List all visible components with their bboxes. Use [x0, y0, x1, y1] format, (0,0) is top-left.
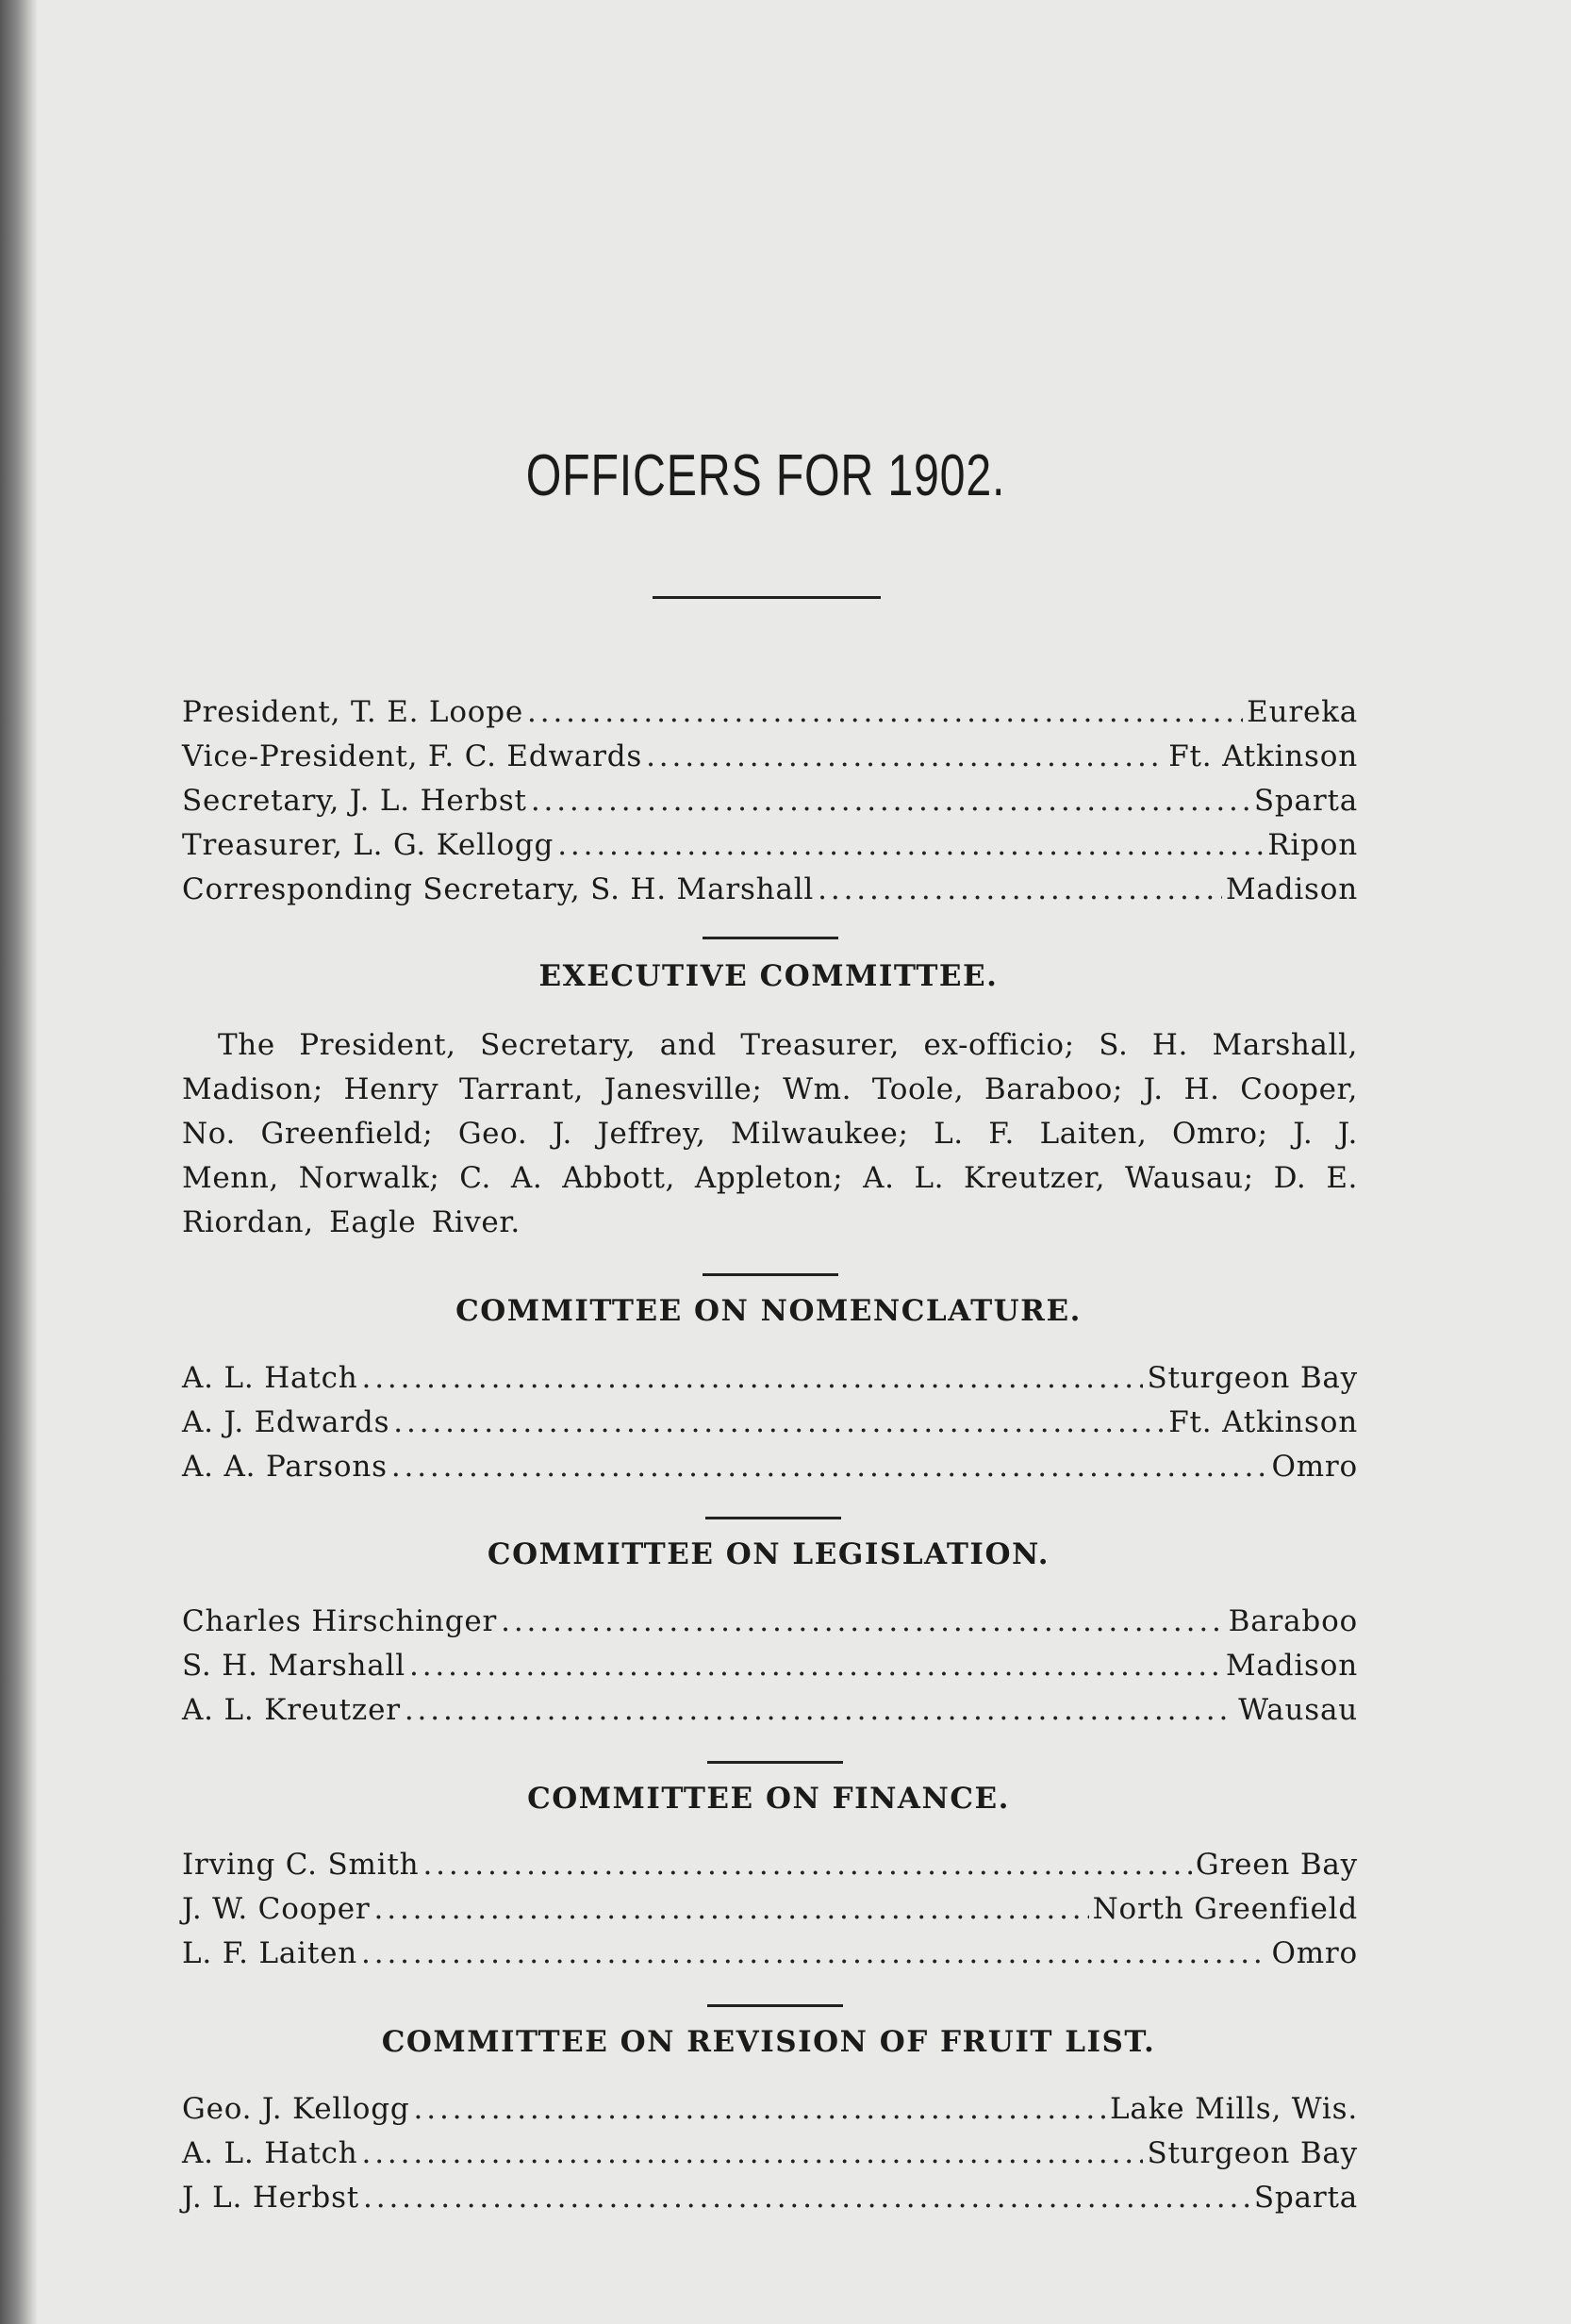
member-row [182, 2176, 1358, 2220]
officer-row [182, 779, 1358, 823]
leader-dots [405, 1688, 1234, 1733]
member-name: A. A. Parsons [182, 1450, 388, 1484]
leader-dots [409, 1644, 1222, 1688]
leader-dots [391, 1445, 1268, 1489]
leader-dots [527, 690, 1243, 735]
executive-committee-heading: EXECUTIVE COMMITTEE. [538, 959, 999, 993]
officers-list [182, 690, 1358, 912]
member-location: Omro [1271, 1450, 1358, 1484]
leader-dots [501, 1600, 1225, 1644]
member-row [182, 1445, 1358, 1489]
member-row [182, 1644, 1358, 1688]
legislation-list [182, 1600, 1358, 1733]
officer-row [182, 868, 1358, 912]
member-location: Sturgeon Bay [1147, 1361, 1358, 1395]
leader-dots [818, 868, 1222, 912]
legislation-committee-heading: COMMITTEE ON LEGISLATION. [487, 1537, 1050, 1571]
member-name: A. L. Hatch [182, 2136, 358, 2170]
officer-row [182, 823, 1358, 868]
leader-dots [361, 1932, 1267, 1976]
leader-dots [363, 2176, 1250, 2220]
member-name: Charles Hirschinger [182, 1604, 498, 1638]
member-row [182, 1401, 1358, 1445]
officer-location: Ripon [1267, 828, 1358, 862]
officer-name: President, T. E. Loope [182, 695, 524, 729]
member-name: J. L. Herbst [182, 2181, 360, 2215]
leader-dots [557, 823, 1264, 868]
member-row [182, 1887, 1358, 1932]
page-title: OFFICERS FOR 1902. [525, 443, 1006, 508]
member-location: Baraboo [1228, 1604, 1358, 1638]
nomenclature-committee-heading: COMMITTEE ON NOMENCLATURE. [455, 1294, 1082, 1328]
member-row [182, 1600, 1358, 1644]
member-row [182, 1356, 1358, 1401]
leader-dots [414, 2087, 1107, 2132]
member-row [182, 1932, 1358, 1976]
member-location: Ft. Atkinson [1168, 1405, 1358, 1439]
title-divider [653, 596, 881, 599]
officer-location: Sparta [1253, 784, 1358, 818]
leader-dots [393, 1401, 1165, 1445]
officer-location: Eureka [1247, 695, 1358, 729]
officer-name: Corresponding Secretary, S. H. Marshall [182, 872, 815, 906]
member-row [182, 2087, 1358, 2132]
member-location: Sparta [1253, 2181, 1358, 2215]
leader-dots [422, 1843, 1191, 1887]
officer-name: Vice-President, F. C. Edwards [182, 739, 643, 773]
executive-committee-members [182, 1023, 1358, 1245]
officer-row [182, 690, 1358, 735]
officer-name: Secretary, J. L. Herbst [182, 784, 527, 818]
member-name: J. W. Cooper [182, 1892, 371, 1926]
member-name: A. L. Kreutzer [182, 1693, 401, 1727]
section-divider [707, 2004, 843, 2007]
section-divider [705, 1517, 841, 1519]
officer-row [182, 735, 1358, 779]
member-location: Green Bay [1195, 1848, 1358, 1882]
member-location: North Greenfield [1092, 1892, 1358, 1926]
section-divider [703, 937, 838, 939]
finance-committee-heading: COMMITTEE ON FINANCE. [527, 1782, 1010, 1816]
member-name: Geo. J. Kellogg [182, 2092, 410, 2126]
officer-location: Ft. Atkinson [1168, 739, 1358, 773]
fruit-list-committee-heading: COMMITTEE ON REVISION OF FRUIT LIST. [381, 2025, 1156, 2059]
section-divider [703, 1273, 838, 1276]
member-name: A. J. Edwards [182, 1405, 390, 1439]
officer-location: Madison [1225, 872, 1358, 906]
member-location: Omro [1271, 1936, 1358, 1970]
leader-dots [362, 1356, 1144, 1401]
member-row [182, 1843, 1358, 1887]
section-divider [707, 1761, 843, 1764]
officer-name: Treasurer, L. G. Kellogg [182, 828, 554, 862]
member-location: Lake Mills, Wis. [1110, 2092, 1358, 2126]
leader-dots [374, 1887, 1089, 1932]
member-name: A. L. Hatch [182, 1361, 358, 1395]
executive-committee-text: The President, Secretary, and Treasurer, ex-officio; S. H. Marshall, Madison; Henry Tarrant, Janesville; Wm. Toole, Baraboo; J. H. Cooper, No. Greenfield; Geo. J. Jeffrey, Milwaukee; L. F. Laiten, Omro; J. J. Menn, Norwalk; C. A. Abbott, Appleton; A. L. Kreutzer, Wausau; D. E. Riordan, Eagle River. [182, 1028, 1358, 1239]
leader-dots [362, 2132, 1144, 2176]
member-row [182, 1688, 1358, 1733]
member-name: Irving C. Smith [182, 1848, 420, 1882]
member-location: Wausau [1238, 1693, 1358, 1727]
member-row [182, 2132, 1358, 2176]
nomenclature-list [182, 1356, 1358, 1489]
leader-dots [646, 735, 1165, 779]
fruit-list-committee-list [182, 2087, 1358, 2220]
member-location: Madison [1225, 1649, 1358, 1683]
finance-list [182, 1843, 1358, 1976]
leader-dots [531, 779, 1250, 823]
member-name: L. F. Laiten [182, 1936, 358, 1970]
member-name: S. H. Marshall [182, 1649, 406, 1683]
member-location: Sturgeon Bay [1147, 2136, 1358, 2170]
